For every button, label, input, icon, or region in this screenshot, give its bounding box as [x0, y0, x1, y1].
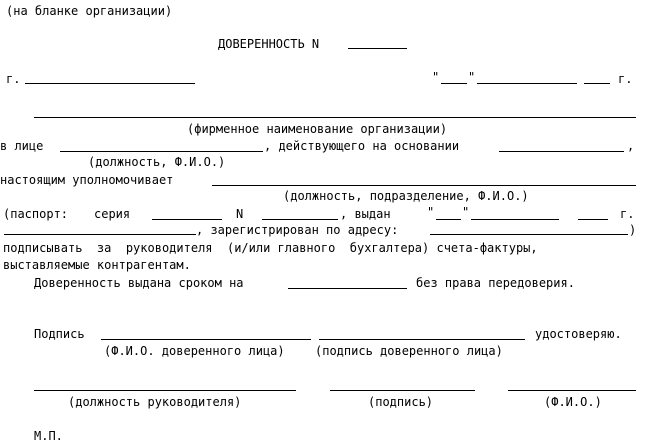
issued-label: , выдан: [340, 207, 391, 221]
certify-label: удостоверяю.: [535, 327, 622, 341]
header-note: (на бланке организации): [6, 4, 173, 18]
city-field[interactable]: [25, 83, 195, 84]
attorney-name-field[interactable]: [101, 339, 311, 340]
number-label: N: [236, 207, 244, 221]
series-label: серия: [94, 207, 131, 221]
attorney-name-caption: (Ф.И.О. доверенного лица): [104, 344, 285, 358]
attorney-signature-field[interactable]: [319, 339, 525, 340]
director-position-caption: (должность руководителя): [68, 395, 242, 409]
passport-number-field[interactable]: [262, 219, 338, 220]
position-department-caption: (должность, подразделение, Ф.И.О.): [283, 189, 529, 203]
basis-field[interactable]: [499, 151, 624, 152]
closing-paren: ): [629, 223, 637, 237]
registered-label: , зарегистрирован по адресу:: [196, 223, 399, 237]
issued-year-field[interactable]: [578, 219, 608, 220]
validity-prefix: Доверенность выдана сроком на: [34, 276, 244, 290]
validity-term-field[interactable]: [288, 288, 407, 289]
body-line-2: выставляемые контрагентам.: [3, 258, 191, 272]
stamp-label: М.П.: [34, 429, 63, 443]
passport-label: (паспорт:: [3, 207, 69, 221]
acting-basis-label: , действующего на основании: [264, 139, 460, 153]
signature-caption: (подпись): [368, 395, 434, 409]
fio-caption: (Ф.И.О.): [544, 395, 602, 409]
date-month-field[interactable]: [477, 83, 577, 84]
representative-field[interactable]: [60, 151, 263, 152]
authorized-person-field[interactable]: [212, 185, 636, 186]
issued-month-field[interactable]: [471, 219, 559, 220]
passport-series-field[interactable]: [152, 219, 222, 220]
issued-by-field[interactable]: [4, 234, 196, 235]
issued-quote-close: ": [462, 205, 470, 219]
director-position-field[interactable]: [34, 390, 296, 391]
basis-comma: ,: [627, 139, 635, 153]
date-day-field[interactable]: [441, 83, 467, 84]
authorizes-label: настоящим уполномочивает: [0, 173, 174, 187]
position-name-caption: (должность, Ф.И.О.): [88, 155, 226, 169]
director-signature-field[interactable]: [330, 390, 475, 391]
director-name-field[interactable]: [508, 390, 636, 391]
date-quote-open: ": [432, 70, 440, 84]
document-title: ДОВЕРЕННОСТЬ N: [218, 37, 320, 51]
date-quote-close: ": [468, 70, 476, 84]
issued-day-field[interactable]: [436, 219, 461, 220]
document-number-field[interactable]: [348, 48, 407, 49]
date-year-field[interactable]: [584, 83, 610, 84]
organization-caption: (фирменное наименование организации): [187, 122, 448, 136]
in-person-label: в лице: [0, 139, 44, 153]
year-suffix: г.: [618, 72, 633, 86]
validity-suffix: без права передоверия.: [416, 276, 575, 290]
signature-label: Подпись: [34, 327, 85, 341]
organization-name-field[interactable]: [34, 117, 636, 118]
address-field[interactable]: [430, 234, 628, 235]
attorney-signature-caption: (подпись доверенного лица): [315, 344, 503, 358]
city-prefix: г.: [6, 72, 21, 86]
body-line-1: подписывать за руководителя (и/или главного бухгалтера) счета-фактуры,: [3, 241, 538, 255]
issued-year-suffix: г.: [620, 207, 635, 221]
issued-quote-open: ": [427, 205, 435, 219]
